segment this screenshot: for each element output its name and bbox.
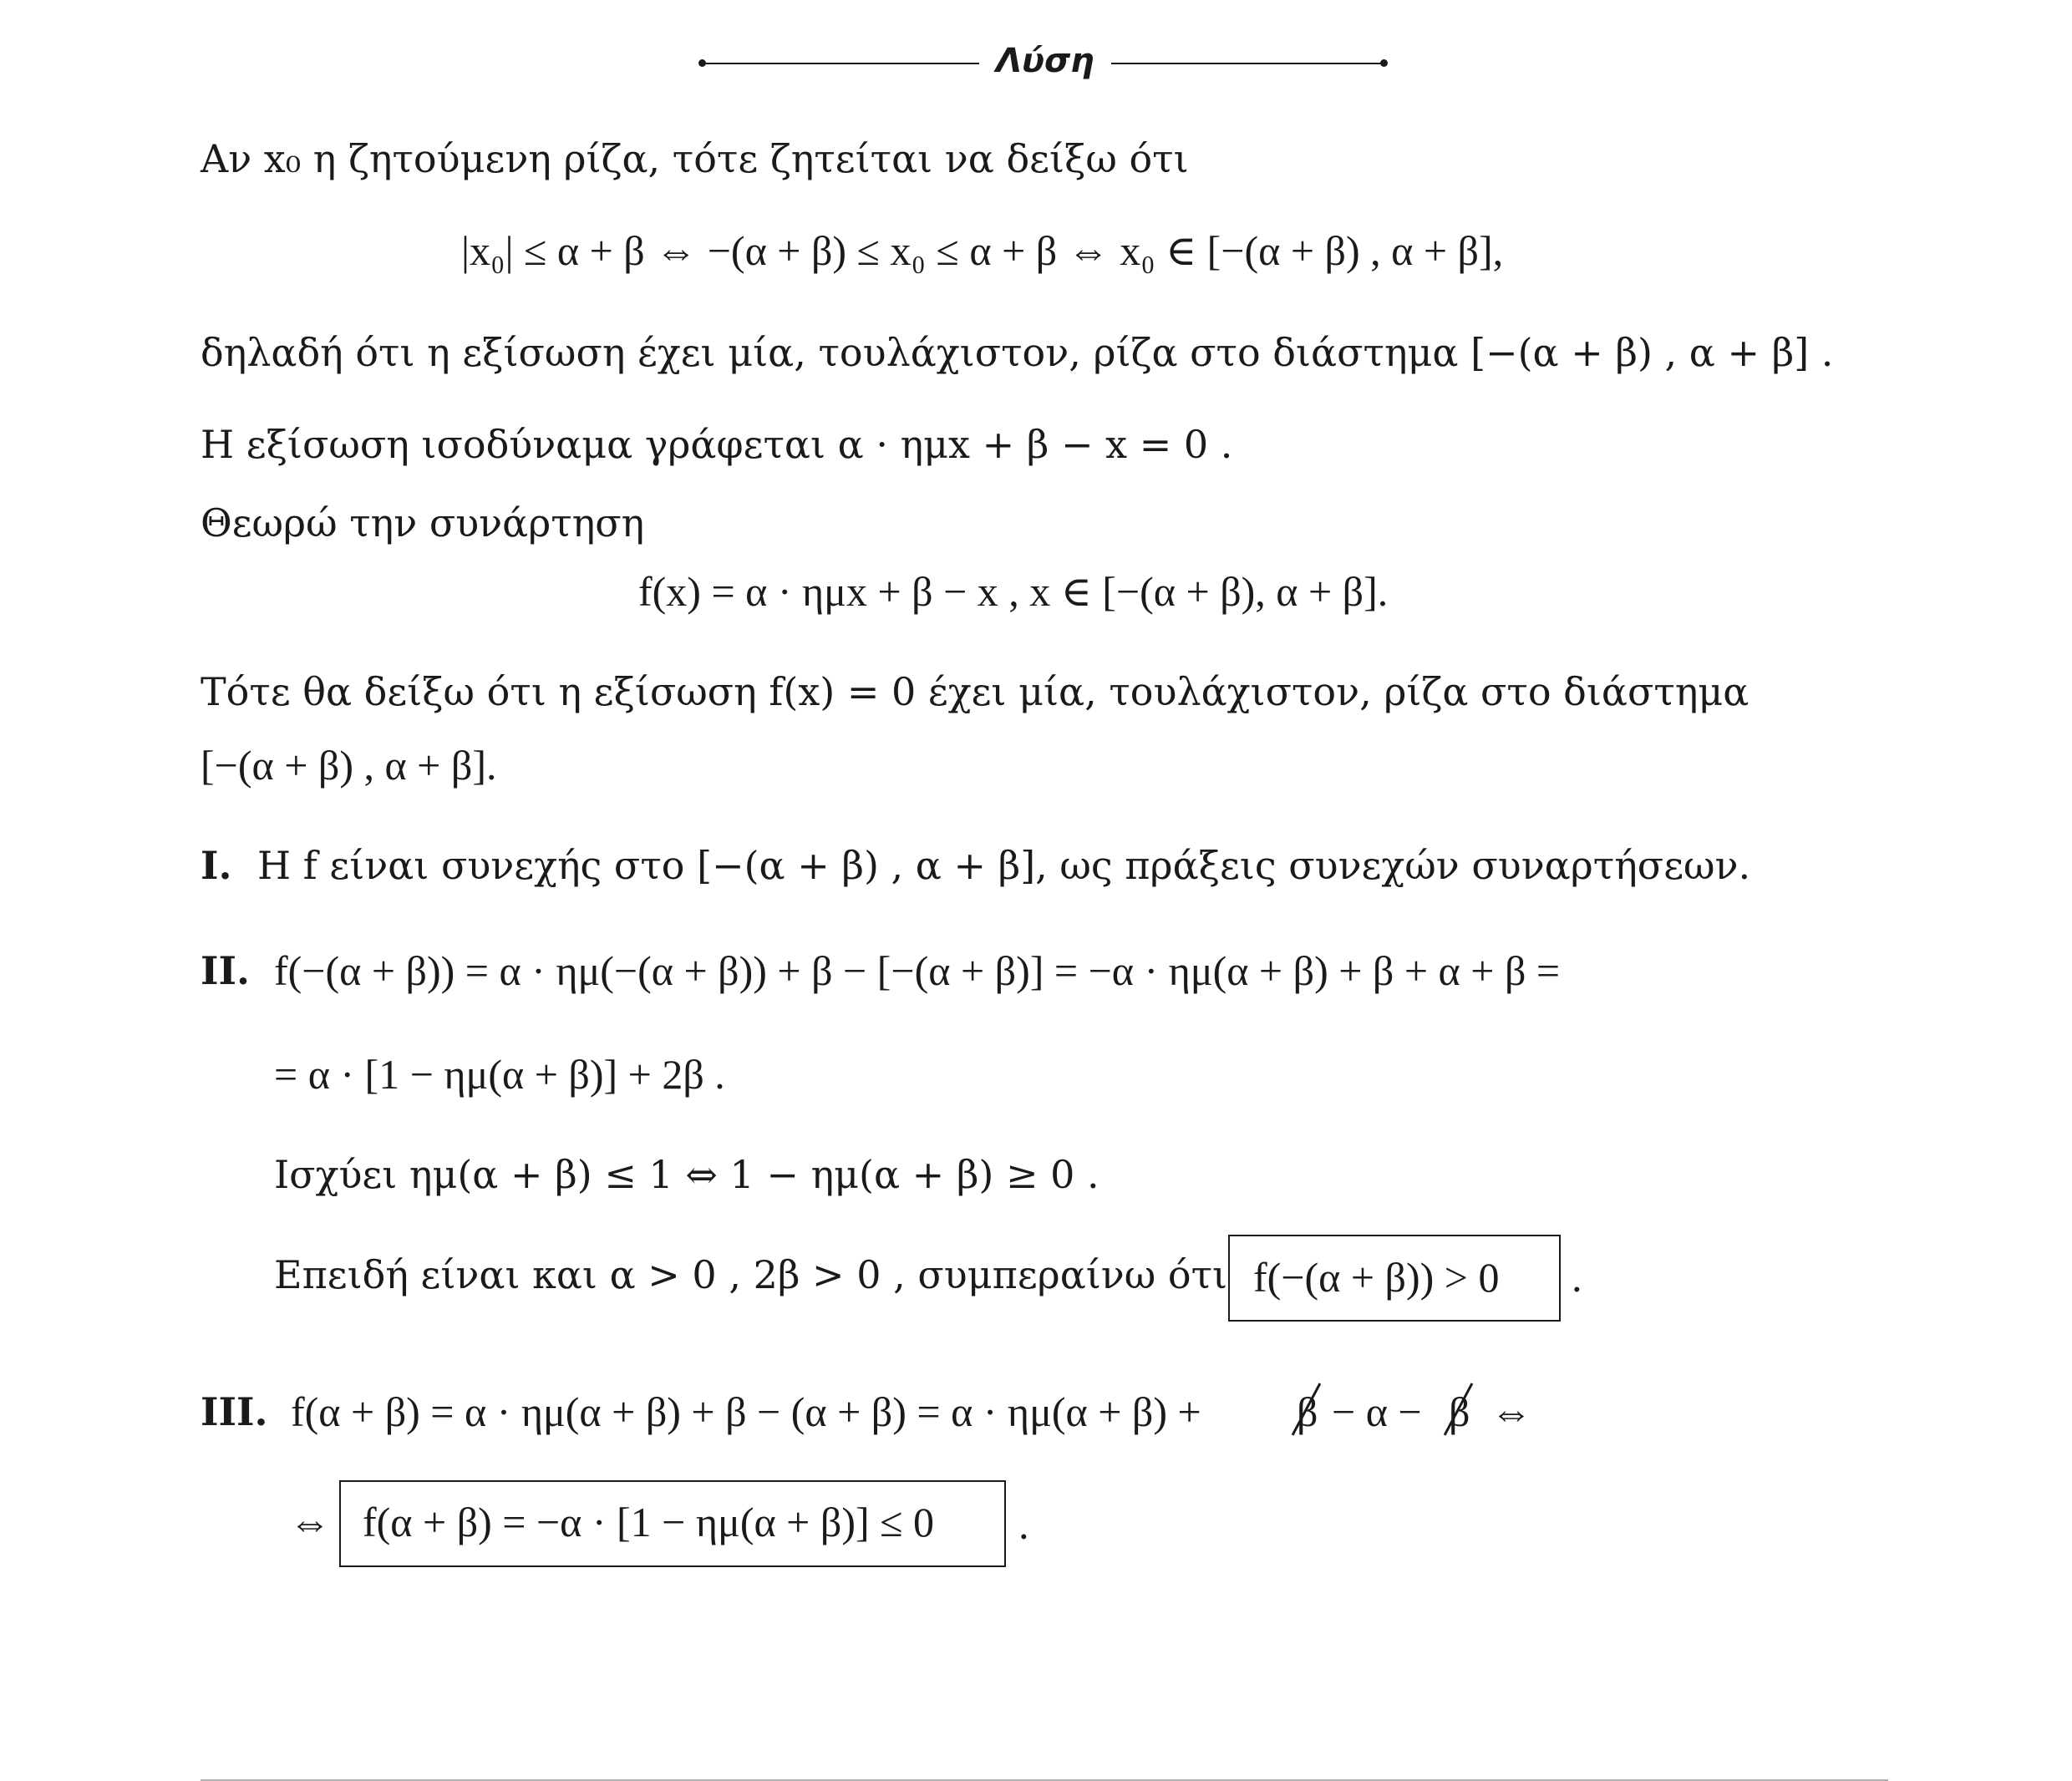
section-3-line-1a: f(α + β) = α · ημ(α + β) + β − (α + β) = α · ημ(α + β) + — [291, 1388, 1201, 1435]
section-2-line-2: = α · [1 − ημ(α + β)] + 2β . — [274, 1051, 725, 1098]
section-3-arrow: ⇔ — [289, 1499, 331, 1545]
section-2-label: II. — [201, 948, 251, 993]
consider-function: Θεωρώ την συνάρτηση — [201, 500, 645, 545]
section-3-result: f(α + β) = −α · [1 − ημ(α + β)] ≤ 0 — [363, 1499, 935, 1545]
section-3-line-1c: ⇔ — [1491, 1388, 1532, 1435]
section-3-beta-cancelled-2: β — [1449, 1388, 1470, 1435]
function-definition: f(x) = α · ημx + β − x , x ∈ [−(α + β), α + β]. — [638, 568, 1389, 615]
section-1-text: Η f είναι συνεχής στο [−(α + β) , α + β], ως πράξεις συνεχών συναρτήσεων. — [257, 843, 1751, 888]
header-right-rule — [1111, 63, 1387, 64]
section-2-line-3: Ισχύει ημ(α + β) ≤ 1 ⇔ 1 − ημ(α + β) ≥ 0 . — [274, 1152, 1099, 1197]
section-2-result: f(−(α + β)) > 0 — [1253, 1254, 1500, 1301]
section-3-label: III. — [201, 1389, 268, 1434]
header-left-rule — [703, 63, 979, 64]
section-2-line-1: f(−(α + β)) = α · ημ(−(α + β)) + β − [−(α + β)] = −α · ημ(α + β) + β + α + β = — [274, 947, 1561, 994]
equation-absolute-value: |x₀| ≤ α + β ⇔ −(α + β) ≤ x₀ ≤ α + β ⇔ x₀ ∈ [−(α + β) , α + β], — [461, 227, 1504, 274]
section-3-period: . — [1018, 1503, 1030, 1548]
section-2-period: . — [1571, 1256, 1583, 1301]
goal-statement: Τότε θα δείξω ότι η εξίσωση f(x) = 0 έχει μία, τουλάχιστον, ρίζα στο διάστημα — [201, 669, 1750, 714]
section-3-line-1b: − α − — [1332, 1388, 1422, 1435]
section-1-label: I. — [201, 843, 232, 888]
intro-line: Αν x₀ η ζητούμενη ρίζα, τότε ζητείται να δείξω ότι — [201, 136, 1189, 181]
equivalent-equation: Η εξίσωση ισοδύναμα γράφεται α · ημx + β − x = 0 . — [201, 422, 1233, 467]
interval-statement: δηλαδή ότι η εξίσωση έχει μία, τουλάχιστον, ρίζα στο διάστημα [−(α + β) , α + β] . — [201, 330, 1834, 375]
goal-interval: [−(α + β) , α + β]. — [201, 742, 497, 789]
page-title: Λύση — [996, 42, 1094, 80]
section-2-line-4: Επειδή είναι και α > 0 , 2β > 0 , συμπεραίνω ότι — [274, 1252, 1228, 1297]
section-3-beta-cancelled-1: β — [1297, 1388, 1318, 1435]
header-right-dot — [1380, 59, 1388, 67]
